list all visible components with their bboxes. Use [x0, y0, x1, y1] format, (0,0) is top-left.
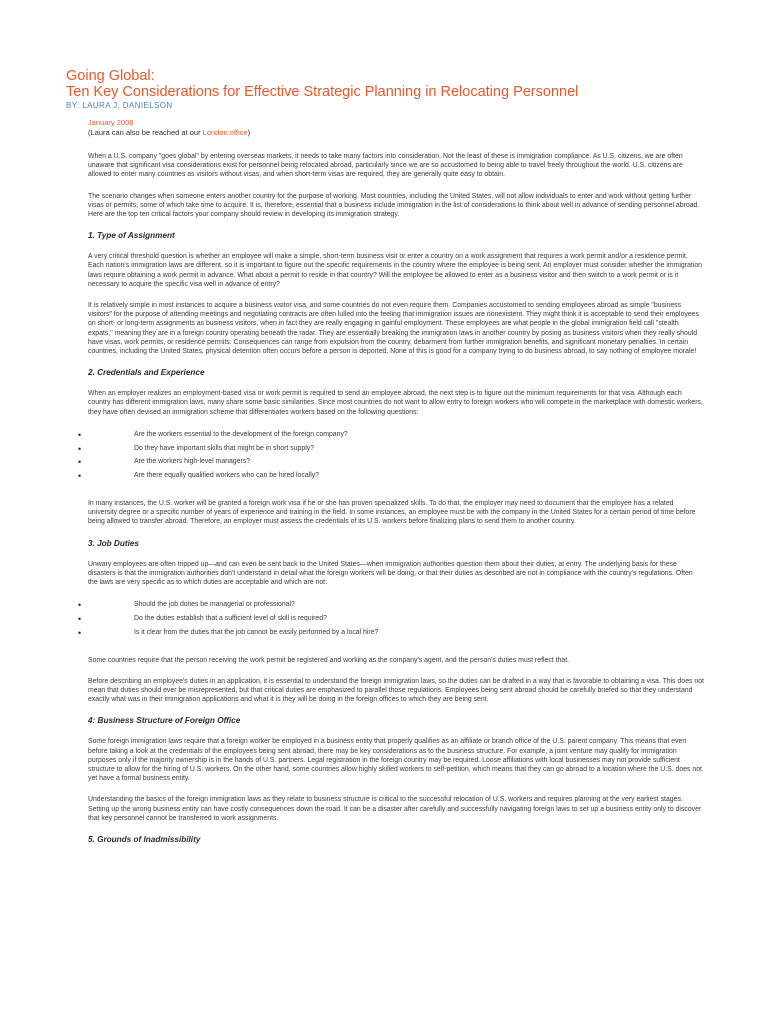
author-byline: BY: LAURA J. DANIELSON — [66, 101, 173, 110]
list-item — [78, 445, 704, 454]
section-2-heading: 2. Credentials and Experience — [88, 368, 205, 378]
list-item — [78, 601, 704, 610]
list-item — [78, 615, 704, 624]
section-2-paragraph-1: When an employer realizes an employment-based visa or work permit is required to send an employee abroad, the next step is to figure out the minimum requirements for that visa. Although each country has different immigration laws, many share some basic similarities. Since most countries do not want to allow entry to foreign workers who will compete in the marketplace with domestic workers, they have often devised an immigration scheme that differentiates workers based on the following questions: — [88, 390, 703, 416]
list-item-text: Do they have important skills that might be in short supply? — [134, 444, 315, 452]
intro-paragraph-1: When a U.S. company "goes global" by entering overseas markets, it needs to take many factors into consideration. Not the least of these is immigration compliance. As U.S. citizens, we are often unaware that significant visa considerations exist for personnel being relocated abroad, particularly since we are so accustomed to being able to travel freely throughout the world. U.S. citizens are allowed to enter many countries as visitors without visas, and when short-term visas are required, they are generally quite easy to obtain. — [88, 153, 683, 179]
title-line-1: Going Global: — [66, 68, 155, 84]
section-3-paragraph-3: Before describing an employee's duties in an application, it is essential to understand the foreign immigration laws, so the duties can be drafted in a way that is favorable to obtaining a visa. This does not mean that duties should ever be misrepresented, but that critical duties are emphasized to parallel those regulations. Employees being sent abroad should be carefully briefed so that they understand exactly what was in their immigration applications and what it is they will be doing in the foreign offices to which they are being sent. — [88, 677, 704, 704]
list-item-text: Is it clear from the duties that the job cannot be easily performed by a local hire? — [134, 628, 379, 636]
intro-paragraph-2: The scenario changes when someone enters another country for the purpose of working. Most countries, including the United States, will not allow individuals to enter and work without getting further visas or permits, some of which take time to acquire. It is, therefore, essential that a business include immigration in the list of considerations to think about well in advance of sending personnel abroad. Here are the top ten critical factors your company should review in developing its immigration strategy. — [88, 192, 700, 219]
bullet-icon: • — [78, 429, 82, 440]
list-item-text: Should the job duties be managerial or professional? — [134, 601, 295, 609]
section-3-heading: 3. Job Duties — [88, 538, 139, 548]
section-4-paragraph-2: Understanding the basics of the foreign immigration laws as they relate to business structure is critical to the successful relocation of U.S. workers and requires planning at the very earliest stages. Setting up the wrong business entity can have costly consequences down the road. It can be a disaster after carefully and successfully navigating foreign laws to set up a business entity only to discover that key personnel cannot be transferred to work assignments. — [88, 796, 702, 822]
section-3-question-list — [78, 601, 704, 637]
list-item-text: Are there equally qualified workers who can be hired locally? — [134, 472, 320, 480]
section-3-paragraph-1: Unwary employees are often tripped up—and can even be sent back to the United States—when immigration authorities question them about their duties, at entry. The underlying basis for these disasters is that the immigration authorities don't understand in detail what the foreign workers will be doing, or that their duties as described are not in compliance with the country's regulations. Often the laws are very specific as to which duties are acceptable and which are not: — [88, 560, 693, 587]
section-4-paragraph-1: Some foreign immigration laws require that a foreign worker be employed in a business entity that properly qualifies as an affiliate or branch office of the U.S. parent company. This means that even before taking a look at the credentials of the employees being sent abroad, there may be key considerations as to the business structure. For example, a joint venture may qualify for immigration purposes only if the majority ownership is in the hands of U.S. partners. Legal registration in the foreign country may be required. Loose affiliations with local businesses may not provide sufficient structure to allow for the hiring of U.S. workers. On the other hand, some countries allow highly skilled workers to self-petition, which means that they can go abroad to a location where the U.S. does not yet have a formal business entity. — [88, 738, 702, 783]
section-4-heading: 4: Business Structure of Foreign Office — [88, 716, 241, 726]
publish-date: January 2008 — [88, 118, 134, 127]
list-item — [78, 629, 704, 638]
bullet-icon: • — [78, 600, 82, 611]
bullet-icon: • — [78, 443, 82, 454]
list-item-text: Do the duties establish that a sufficient level of skill is required? — [134, 615, 327, 623]
section-1-heading: 1. Type of Assignment — [88, 231, 175, 241]
bullet-icon: • — [78, 614, 82, 625]
article-body — [78, 152, 704, 845]
section-2-paragraph-2: In many instances, the U.S. worker will be granted a foreign work visa if he or she has proven specialized skills. To do that, the employer may need to document that the employee has a related university degree or a specific number of years of experience and training in the field. In some instances, an employee must be with the company in the United States for a certain period of time before being allowed to transfer abroad. Therefore, an employer must assess the credentials of its U.S. workers before finalizing plans to send them to another country. — [88, 500, 696, 526]
section-2-question-list — [78, 431, 704, 481]
contact-note — [88, 128, 704, 138]
london-office-link[interactable]: London office — [202, 128, 248, 137]
section-1-paragraph-2: It is relatively simple in most instances to acquire a business visitor visa, and some countries do not even require them. Companies accustomed to sending employees abroad as simple "business visitors" for the purpose of attending meetings and negotiating contracts are often lulled into the feeling that immigration issues are nonexistent. They might think it is acceptable to send their employees on short- or long-term assignments as business visitors, when in fact they are really engaging in gainful employment. These employees are what people in the global immigration field call "stealth expats," meaning they are in a foreign country operating beneath the radar. They are essentially breaking the immigration laws in another country by posing as business visitors when they really should have visas, work permits, or residence permits. Consequences can range from expulsion from the country, debarment from further immigration benefits, and significant monetary penalties. In certain countries, including the United States, physical detention often occurs before a person is deported. None of this is good for a company trying to do business abroad, to say nothing of employee morale! — [88, 302, 699, 356]
title-line-2: Ten Key Considerations for Effective Strategic Planning in Relocating Personnel — [66, 84, 579, 100]
list-item — [78, 458, 704, 467]
list-item-text: Are the workers essential to the development of the foreign company? — [134, 430, 348, 438]
bullet-icon: • — [78, 627, 82, 638]
section-5-heading: 5. Grounds of Inadmissibility — [88, 835, 201, 845]
list-item-text: Are the workers high-level managers? — [134, 458, 251, 466]
section-1-paragraph-1: A very critical threshold question is whether an employee will make a simple, short-term business visit or enter a country on a work assignment that requires a work permit and/or a residence permit. Each nation's immigration laws are different, so it is important to figure out the specific requirements in the country where the employee is being sent. An employer must consider whether the immigration laws require obtaining a work permit in advance. What about a permit to reside in that country? Will the employee be allowed to enter as a business visitor and then switch to a work permit or is it necessary to acquire the specific visa well in advance of entry? — [88, 253, 702, 288]
bullet-icon: • — [78, 457, 82, 468]
contact-suffix: ) — [247, 128, 251, 137]
list-item — [78, 431, 704, 440]
bullet-icon: • — [78, 471, 82, 482]
contact-prefix: (Laura can also be reached at our — [88, 128, 203, 137]
article-title — [66, 68, 704, 100]
list-item — [78, 472, 704, 481]
section-3-paragraph-2: Some countries require that the person receiving the work permit be registered and working as the company's agent, and the person's duties must reflect that. — [88, 656, 570, 664]
